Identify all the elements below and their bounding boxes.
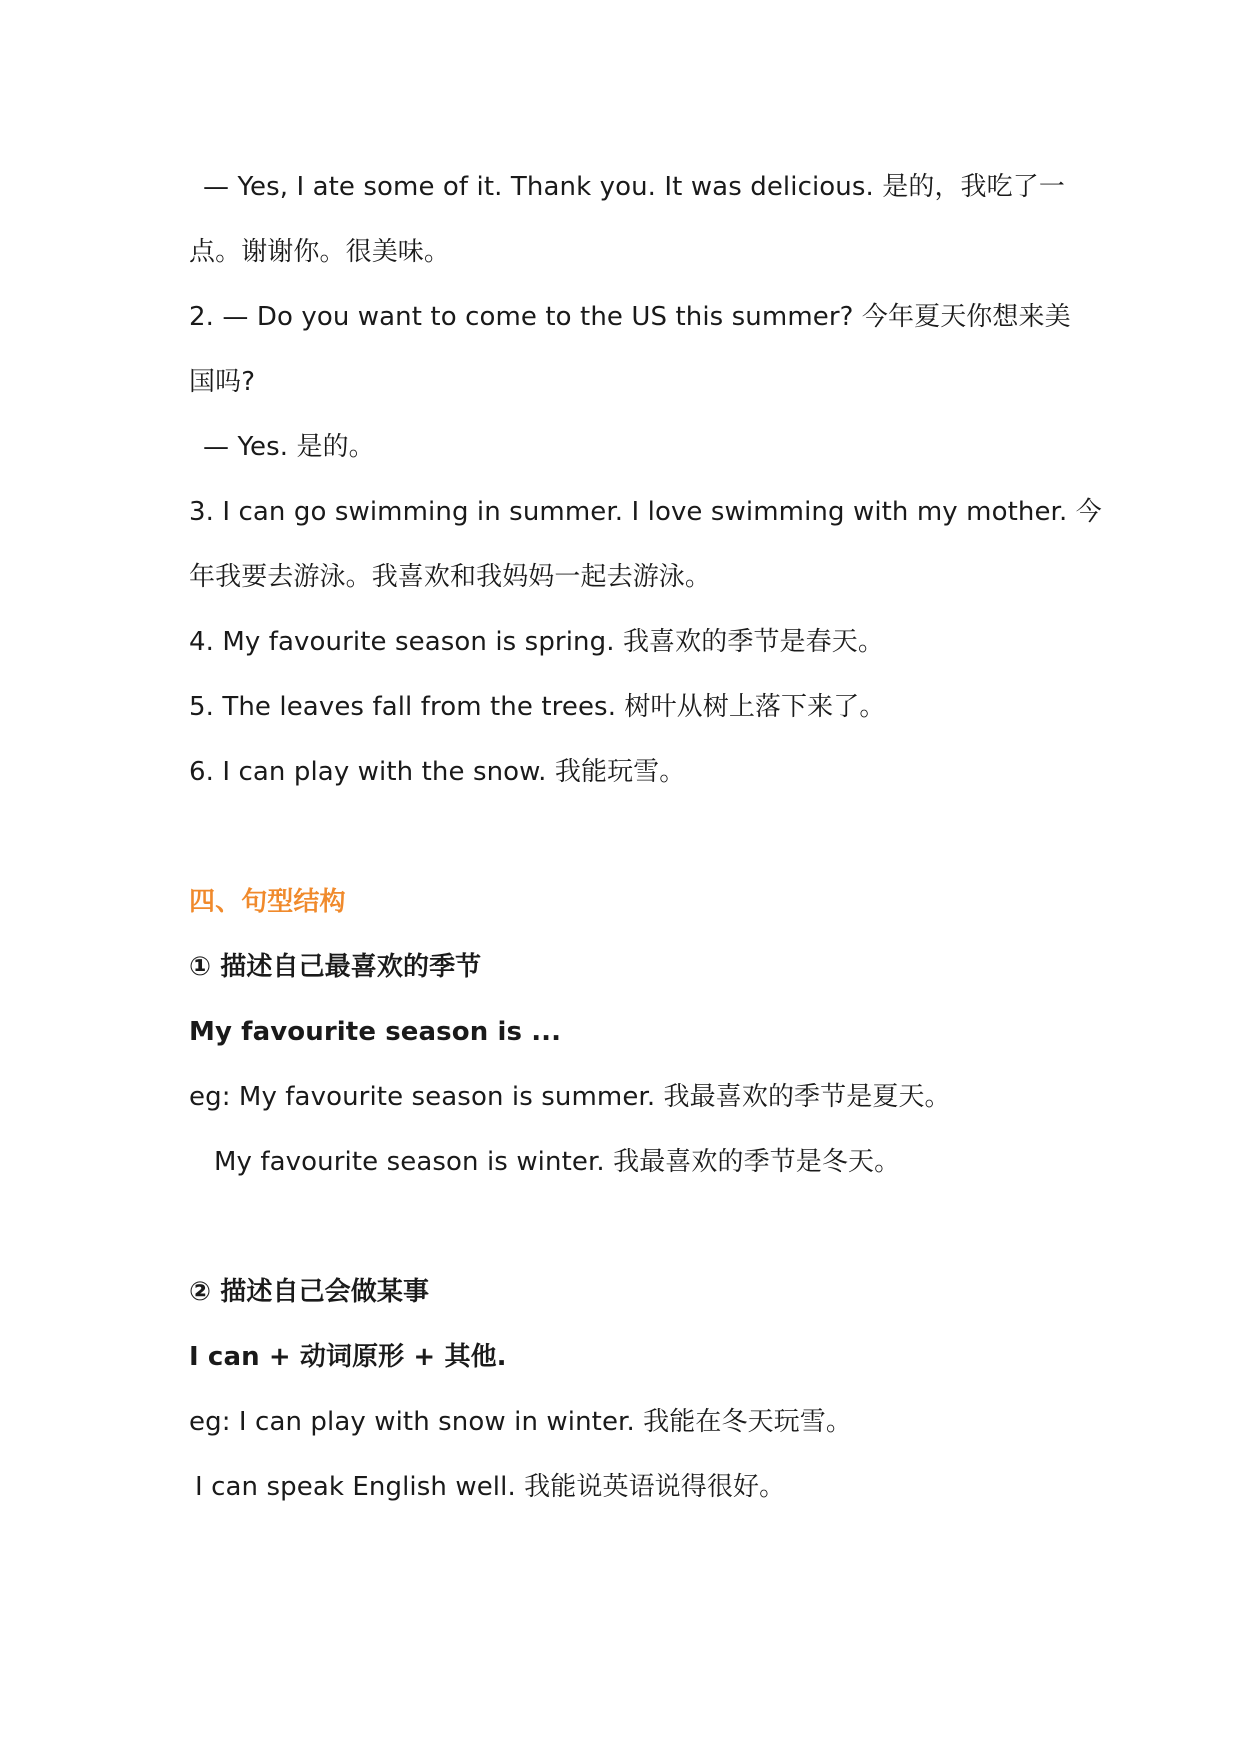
sentence-2: 2. — Do you want to come to the US this summer? 今年夏天你想来美	[189, 302, 1071, 332]
example-2a: eg: I can play with snow in winter. 我能在冬天玩雪。	[189, 1407, 852, 1437]
dialogue-answer-2: — Yes. 是的。	[203, 432, 375, 462]
sentence-4: 4. My favourite season is spring. 我喜欢的季节是春天。	[189, 627, 884, 657]
page-content	[189, 155, 1102, 1520]
example-2b: I can speak English well. 我能说英语说得很好。	[195, 1472, 786, 1502]
spacer	[189, 805, 1069, 870]
sentence-3: 3. I can go swimming in summer. I love swimming with my mother. 今	[189, 497, 1102, 527]
sentence-6: 6. I can play with the snow. 我能玩雪。	[189, 757, 686, 787]
subheading-2: ② 描述自己会做某事	[189, 1277, 430, 1307]
subheading-1: ① 描述自己最喜欢的季节	[189, 952, 482, 982]
dialogue-answer-1-cont: 点。谢谢你。很美味。	[189, 237, 451, 267]
sentence-2-cont: 国吗?	[189, 367, 256, 397]
pattern-1: My favourite season is ...	[189, 1017, 562, 1047]
example-1a: eg: My favourite season is summer. 我最喜欢的季节是夏天。	[189, 1082, 951, 1112]
dialogue-answer-1: — Yes, I ate some of it. Thank you. It was delicious. 是的，我吃了一	[203, 172, 1065, 202]
sentence-5: 5. The leaves fall from the trees. 树叶从树上落下来了。	[189, 692, 886, 722]
pattern-2: I can + 动词原形 + 其他.	[189, 1342, 507, 1372]
example-1b: My favourite season is winter. 我最喜欢的季节是冬天。	[214, 1147, 901, 1177]
spacer	[189, 1195, 1069, 1260]
section-title: 四、句型结构	[189, 887, 346, 917]
sentence-3-cont: 年我要去游泳。我喜欢和我妈妈一起去游泳。	[189, 562, 712, 592]
